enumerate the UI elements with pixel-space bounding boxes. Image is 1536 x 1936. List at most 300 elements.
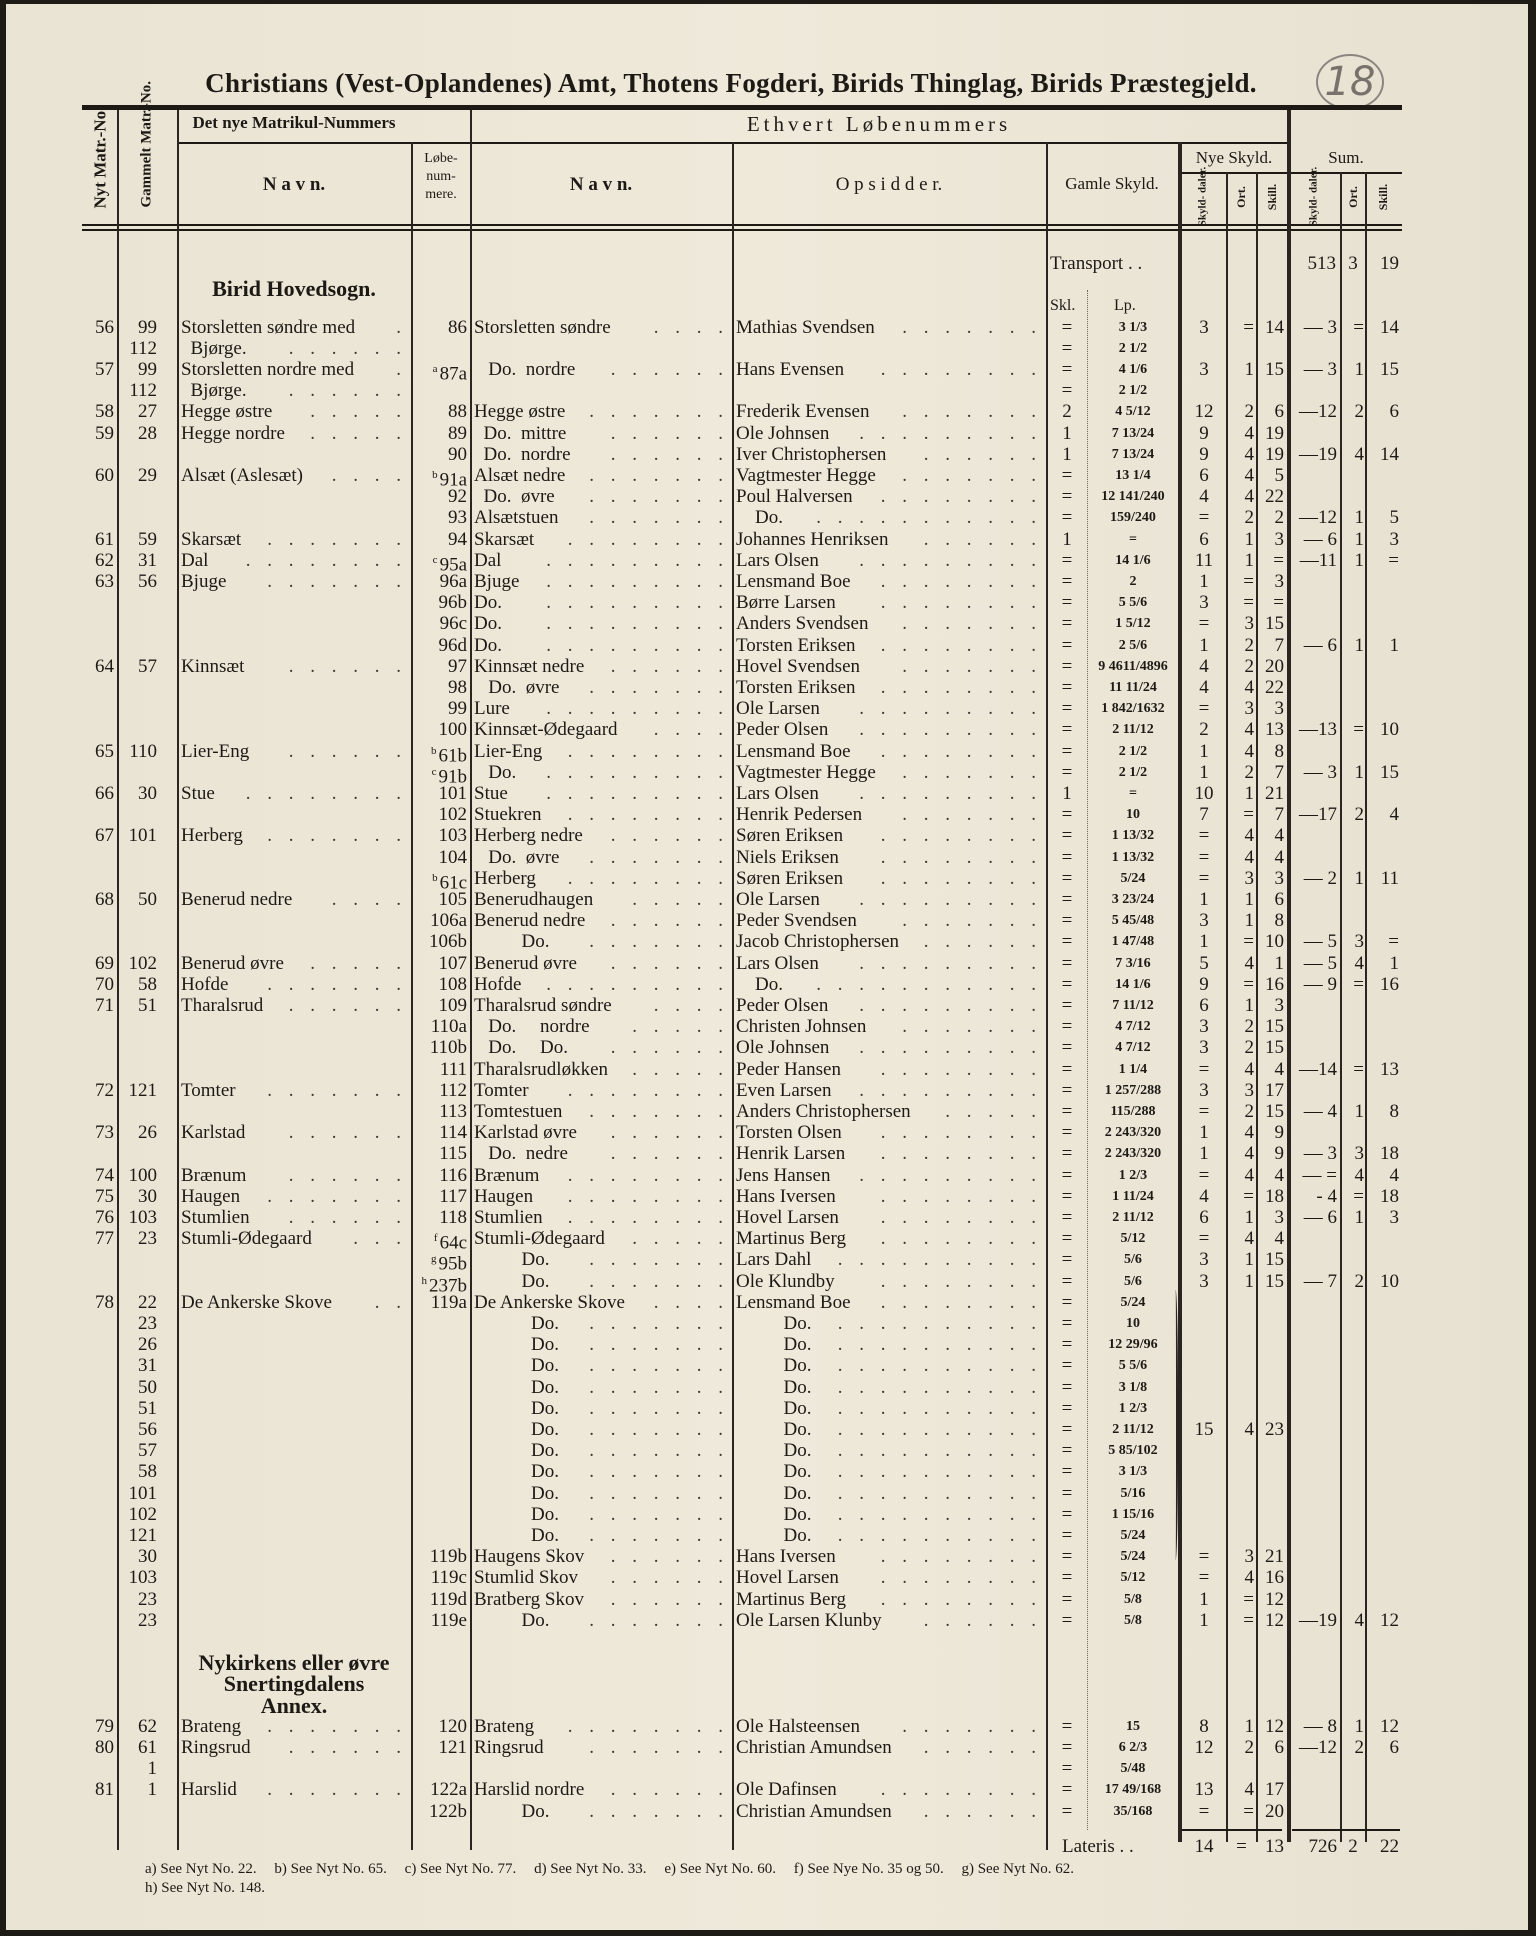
gamle-skyld-lp: 3 1/3: [1118, 1464, 1148, 1480]
dot-leader: . . . . . . .: [589, 1376, 729, 1398]
opsidder-name: Lars Olsen: [736, 952, 819, 974]
dot-leader: . . . . . . . .: [880, 571, 1042, 592]
matrikul-navn: Storsletten nordre med: [181, 359, 355, 380]
gamle-skyld-lp: 2 11/12: [1112, 1210, 1154, 1225]
gamle-skyld-lp: 10: [1126, 807, 1140, 823]
sum-skyld-daler: — 4: [1303, 1101, 1337, 1122]
dot-leader: . . . . . . . .: [245, 549, 407, 571]
gamle-skyld-skl: =: [1061, 1313, 1073, 1334]
gammelt-matr-no: 30: [138, 783, 157, 804]
lobenummer: 112: [439, 1079, 467, 1101]
opsidder-name-cell: [736, 1801, 1042, 1822]
opsidder-name-cell: [736, 974, 1042, 995]
lobenummer: 93: [448, 507, 467, 529]
nye-skyld-daler: 3: [1199, 1270, 1209, 1292]
gammelt-matr-no: 102: [128, 1503, 157, 1525]
lobenummer-navn: Do.: [474, 1503, 559, 1525]
gammelt-matr-no: 56: [138, 571, 157, 592]
table-row: [0, 847, 1536, 868]
gamle-skyld-skl: =: [1061, 1101, 1073, 1122]
matrikul-navn-cell: [181, 1186, 407, 1207]
lobenummer-navn-cell: [474, 1334, 729, 1355]
nye-skyld-skill: 15: [1265, 359, 1284, 380]
header-gammelt-matr: Gammelt Matr.-No.: [138, 81, 155, 208]
gamle-skyld-skl: =: [1061, 316, 1073, 338]
lobenummer: 102: [438, 804, 467, 826]
dot-leader: . . . . . . .: [589, 1270, 729, 1292]
nye-skyld-daler: 1: [1199, 1609, 1209, 1631]
nye-skyld-skill: 15: [1265, 1249, 1284, 1271]
lobenummer-navn: Do.: [474, 1800, 550, 1822]
lobenummer-navn-cell: [474, 1143, 729, 1164]
gamle-skyld-skl: =: [1061, 1016, 1073, 1038]
gamle-skyld-lp: 7 13/24: [1111, 446, 1155, 462]
top-thick-rule: [82, 105, 1402, 110]
lobenummer: 122b: [429, 1800, 467, 1822]
gamle-skyld-lp: 4 1/6: [1118, 362, 1148, 377]
lobenummer: $^c$ 95a: [432, 553, 467, 576]
opsidder-name: Do.: [736, 1461, 812, 1483]
opsidder-name: Torsten Olsen: [736, 1122, 842, 1144]
table-row: [0, 1567, 1536, 1588]
dot-leader: . . . . . . . .: [880, 677, 1042, 698]
nye-skyld-skill: 15: [1265, 1016, 1284, 1038]
header-gamle-skyld: Gamle Skyld.: [1065, 174, 1159, 193]
gamle-skyld-lp: 3 1/3: [1118, 319, 1148, 335]
lobenummer: 119a: [430, 1291, 467, 1313]
nye-skyld-daler: 1: [1199, 889, 1209, 910]
footnote-marker: b: [432, 469, 438, 481]
opsidder-name: Peder Olsen: [736, 719, 829, 741]
lobenummer: 108: [438, 973, 467, 995]
lobenummer-navn-cell: [474, 613, 729, 634]
nye-skyld-daler: 6: [1199, 528, 1209, 550]
opsidder-name: Lars Dahl: [736, 1249, 812, 1271]
nye-skyld-ort: 3: [1244, 613, 1254, 635]
footnote: f) See Nye No. 35 og 50.: [793, 1861, 944, 1877]
dot-leader: . . . . . . .: [589, 486, 729, 508]
dot-leader: . . . . .: [632, 1228, 729, 1250]
gammelt-matr-no: 102: [128, 952, 157, 974]
dot-leader: . . . . . . .: [902, 316, 1042, 338]
table-row: [0, 1080, 1536, 1101]
dot-leader: . . . . . .: [610, 1567, 729, 1589]
opsidder-name-cell: [736, 1589, 1042, 1610]
gamle-skyld-skl: =: [1061, 655, 1073, 677]
sum-skyld-daler: — 3: [1303, 316, 1337, 338]
matrikul-navn: Tomter: [181, 1079, 236, 1101]
lobenummer-navn-cell: [474, 1037, 729, 1058]
lobenummer-navn: Bjuge: [474, 571, 520, 592]
table-row: [0, 1801, 1536, 1822]
nye-skyld-daler: =: [1198, 1228, 1210, 1250]
dot-leader: . . . . . .: [288, 1122, 407, 1144]
table-row: [0, 613, 1536, 634]
nye-skyld-ort: 4: [1244, 1228, 1254, 1250]
matrikul-navn-cell: [181, 1737, 407, 1758]
sum-ort: 2: [1354, 1270, 1364, 1292]
matrikul-navn: Brænum: [181, 1164, 247, 1186]
dot-leader: . . . . . .: [610, 422, 729, 444]
nye-skyld-skill: 21: [1265, 1546, 1284, 1568]
nye-skyld-ort: 4: [1244, 719, 1254, 741]
table-row: [0, 931, 1536, 952]
opsidder-name: Anders Svendsen: [736, 613, 869, 635]
matrikul-navn: Brateng: [181, 1715, 242, 1737]
dot-leader: . . . . . . .: [589, 1609, 729, 1631]
gamle-skyld-skl: =: [1061, 1376, 1073, 1398]
lobenummer: $^b$ 61b: [431, 744, 467, 766]
sum-skill: 3: [1389, 528, 1399, 550]
nye-skyld-ort: 1: [1244, 783, 1254, 804]
opsidder-name: Do.: [736, 1355, 812, 1377]
nye-skyld-daler: =: [1198, 867, 1210, 889]
opsidder-name: Vagtmester Hegge: [736, 465, 876, 486]
lobenummer-navn: Stue: [474, 783, 508, 804]
dot-leader: . . . . . . . . . .: [837, 1355, 1042, 1377]
sum-skyld-daler: —19: [1299, 1609, 1337, 1631]
nye-skyld-ort: 1: [1244, 995, 1254, 1016]
lobenummer-navn-cell: [474, 1737, 729, 1758]
dot-leader: . . . . . . . . .: [546, 698, 729, 720]
lobenummer: $^b$ 91a: [432, 469, 467, 491]
lobenummer-navn-cell: [474, 1610, 729, 1631]
gamle-skyld-lp: 1 11/24: [1112, 1188, 1154, 1204]
opsidder-name-cell: [736, 1016, 1042, 1037]
lobenummer-navn: Do.: [474, 1334, 559, 1356]
dot-leader: . . . . . . . .: [880, 1058, 1042, 1080]
nye-skyld-daler: 9: [1199, 422, 1209, 444]
gamle-skyld-skl: =: [1061, 719, 1073, 741]
lobenummer: 109: [438, 995, 467, 1016]
lobenummer: 88: [448, 401, 467, 423]
lobenummer-navn: Stuekren: [474, 804, 542, 826]
sum-skill: 10: [1380, 719, 1399, 741]
header-ort: Ort.: [1234, 186, 1248, 208]
lobenummer-navn-cell: [474, 1122, 729, 1143]
gamle-skyld-lp: 1 47/48: [1111, 934, 1155, 950]
nye-skyld-skill: 20: [1265, 1800, 1284, 1822]
nye-skyld-daler: 12: [1194, 1737, 1214, 1758]
table-row: [0, 380, 1536, 401]
header-bottom-rule-2: [82, 229, 1402, 231]
sum-ort: 1: [1354, 528, 1364, 550]
sum-ort: 4: [1354, 952, 1364, 974]
lobenummer-navn-cell: [474, 401, 729, 422]
nye-skyld-daler: 6: [1199, 465, 1209, 486]
table-row: [0, 889, 1536, 910]
matrikul-navn: Bjørge.: [181, 337, 247, 359]
matrikul-navn: Bjuge: [181, 571, 227, 592]
opsidder-name: Ole Klundby: [736, 1270, 835, 1292]
lobenummer: 92: [448, 486, 467, 508]
nye-skyld-daler: 1: [1199, 1122, 1209, 1144]
lateris-nye-skill: 13: [1265, 1836, 1284, 1857]
table-row: [0, 1334, 1536, 1355]
nye-skyld-daler: 10: [1194, 783, 1214, 804]
opsidder-name: Jens Hansen: [736, 1164, 831, 1186]
footnote: c) See Nyt No. 77.: [404, 1861, 517, 1877]
nye-skyld-skill: 6: [1274, 889, 1284, 910]
footnote-marker: c: [432, 553, 438, 566]
gamle-skyld-lp: =: [1129, 786, 1137, 801]
opsidder-name: Lensmand Boe: [736, 571, 851, 592]
opsidder-name-cell: [736, 889, 1042, 910]
matrikul-navn-cell: [181, 1779, 407, 1800]
dot-leader: . . . . . . . . .: [546, 592, 729, 614]
nye-skyld-daler: 1: [1199, 571, 1209, 592]
dot-leader: . . . . . . . . .: [859, 889, 1042, 910]
table-row: [0, 1249, 1536, 1275]
lobenummer-navn-cell: [474, 719, 729, 740]
matrikul-navn: Haugen: [181, 1185, 241, 1207]
matrikul-navn-cell: [181, 1228, 407, 1249]
nye-skyld-daler: =: [1198, 1546, 1210, 1568]
gamle-skyld-lp: 3 1/8: [1118, 1379, 1148, 1395]
nye-skyld-daler: =: [1198, 613, 1210, 635]
dot-leader: . . . . . . . . . .: [837, 1419, 1042, 1440]
nye-skyld-ort: 4: [1244, 677, 1254, 698]
gamle-skyld-lp: 7 3/16: [1115, 955, 1151, 971]
sum-ort: 3: [1354, 931, 1364, 953]
gamle-skyld-skl: =: [1061, 910, 1073, 932]
gamle-skyld-skl: =: [1061, 1525, 1073, 1546]
lobenummer-navn-cell: [474, 1525, 729, 1546]
gamle-skyld-lp: 5/24: [1120, 1528, 1146, 1543]
section-heading: Birid Hovedsogn.: [212, 276, 376, 302]
lobenummer-navn: Skarsæt: [474, 528, 535, 550]
lobenummer-navn: Do. Do.: [474, 1037, 568, 1059]
nyt-matr-no: 80: [95, 1737, 114, 1758]
dot-leader: . . . . . . . .: [567, 867, 729, 889]
opsidder-name-cell: [736, 465, 1042, 486]
dot-leader: . . . . . . . . . .: [837, 1313, 1042, 1334]
lobenummer-navn-cell: [474, 317, 729, 338]
table-row: [0, 1037, 1536, 1058]
dot-leader: . . . . . . . .: [880, 1207, 1042, 1228]
gamle-skyld-skl: =: [1061, 952, 1073, 974]
gammelt-matr-no: 57: [138, 655, 157, 677]
sum-ort: 3: [1354, 1143, 1364, 1165]
opsidder-name: Do.: [736, 1503, 812, 1525]
dot-leader: . . . . . . .: [589, 1249, 729, 1271]
header-sum-skill: Skill.: [1376, 183, 1390, 211]
gamle-skyld-lp: 12 29/96: [1108, 1337, 1158, 1353]
lobenummer-navn-cell: [474, 741, 729, 762]
nye-skyld-skill: 13: [1265, 719, 1284, 741]
nye-skyld-ort: 4: [1244, 740, 1254, 762]
gammelt-matr-no: 99: [138, 316, 157, 338]
footnote-marker: h: [421, 1274, 427, 1287]
gamle-skyld-skl: =: [1061, 571, 1073, 592]
matrikul-navn-cell: [181, 465, 407, 486]
lobenummer: 111: [439, 1058, 467, 1080]
opsidder-name-cell: [736, 1779, 1042, 1800]
lobenummer: 94: [448, 528, 467, 550]
lobenummer-navn-cell: [474, 656, 729, 677]
lobenummer: 119b: [429, 1546, 467, 1568]
gamle-skyld-lp: 2: [1129, 574, 1137, 589]
nye-skyld-ort: 4: [1244, 1164, 1254, 1186]
opsidder-name: Lars Olsen: [736, 783, 819, 804]
opsidder-name-cell: [736, 1398, 1042, 1419]
dot-leader: . . . . . . .: [589, 1800, 729, 1822]
opsidder-name: Søren Eriksen: [736, 825, 844, 847]
lobenummer-navn-cell: [474, 868, 729, 889]
nye-skyld-daler: 3: [1199, 316, 1209, 338]
table-row: [0, 549, 1536, 576]
sum-skyld-daler: — =: [1302, 1164, 1337, 1186]
nye-skyld-daler: 4: [1199, 486, 1209, 508]
nye-skyld-ort: 2: [1244, 634, 1254, 656]
nyt-matr-no: 56: [95, 316, 114, 338]
nye-skyld-skill: =: [1273, 592, 1284, 614]
lobenummer: 110b: [429, 1037, 467, 1059]
opsidder-name-cell: [736, 635, 1042, 656]
gamle-skyld-lp: 1 257/288: [1104, 1082, 1162, 1098]
lateris-label: Lateris . .: [1062, 1836, 1134, 1857]
table-row: [0, 486, 1536, 507]
dot-leader: . . . . . . . .: [880, 1546, 1042, 1568]
sum-skyld-daler: —17: [1299, 804, 1337, 826]
gamle-skyld-skl: =: [1061, 1228, 1073, 1250]
lobenummer-navn-cell: [474, 1059, 729, 1080]
nye-skyld-daler: 15: [1194, 1419, 1214, 1440]
lobenummer-navn: Do. øvre: [474, 677, 560, 698]
lobenummer-navn-cell: [474, 1546, 729, 1567]
page-title: Christians (Vest-Oplandenes) Amt, Thotens Fogderi, Birids Thinglag, Birids Præstegjeld.: [205, 68, 1257, 98]
dot-leader: . . . . .: [310, 952, 407, 974]
dot-leader: . . . . .: [310, 422, 407, 444]
nye-skyld-daler: =: [1198, 1101, 1210, 1122]
dot-leader: . . . . . . . .: [880, 867, 1042, 889]
sum-skill: 14: [1380, 316, 1399, 338]
opsidder-name-cell: [736, 995, 1042, 1016]
sum-skyld-daler: —12: [1299, 507, 1337, 529]
opsidder-name-cell: [736, 1313, 1042, 1334]
lateris-sum-skyld: 726: [1308, 1836, 1337, 1857]
dot-leader: . . . . . .: [288, 1737, 407, 1758]
opsidder-name-cell: [736, 486, 1042, 507]
nye-skyld-ort: 1: [1244, 1207, 1254, 1228]
lobenummer-navn-cell: [474, 1228, 729, 1249]
gamle-skyld-skl: =: [1061, 613, 1073, 635]
dot-leader: . . . . . . . . .: [859, 1164, 1042, 1186]
sum-skill: 18: [1380, 1143, 1399, 1165]
lobenummer-navn-cell: [474, 953, 729, 974]
gamle-skyld-skl: =: [1061, 634, 1073, 656]
opsidder-name-cell: [736, 423, 1042, 444]
lobenummer-navn: Do.: [474, 1440, 559, 1462]
opsidder-name: Mathias Svendsen: [736, 316, 875, 338]
nye-skyld-daler: 4: [1199, 1185, 1209, 1207]
lobenummer: 121: [438, 1737, 467, 1758]
lobenummer-navn-cell: [474, 910, 729, 931]
dot-leader: . . . . . . . . .: [546, 613, 729, 635]
dot-leader: . . .: [353, 1228, 407, 1250]
gamle-skyld-lp: =: [1129, 531, 1137, 547]
nye-skyld-skill: 14: [1265, 316, 1284, 338]
sum-ort: 2: [1354, 804, 1364, 826]
gamle-skyld-lp: 1 15/16: [1111, 1506, 1155, 1522]
opsidder-name: Iver Christophersen: [736, 443, 887, 465]
lobenummer-navn-cell: [474, 1398, 729, 1419]
opsidder-name: Hans Iversen: [736, 1185, 836, 1207]
header-opsidder: O p s i d d e r.: [835, 174, 943, 195]
dot-leader: . . . .: [653, 719, 729, 741]
lobenummer-navn-cell: [474, 931, 729, 952]
opsidder-name: Do.: [736, 973, 783, 995]
header-det-nye: Det nye Matrikul-Nummers: [192, 113, 396, 132]
opsidder-name-cell: [736, 529, 1042, 550]
nye-skyld-ort: 1: [1244, 1249, 1254, 1271]
matrikul-navn-cell: [181, 783, 407, 804]
nyt-matr-no: 57: [95, 359, 114, 380]
table-row: [0, 592, 1536, 613]
dot-leader: . . . . . .: [610, 1122, 729, 1144]
gamle-skyld-lp: 2 1/2: [1118, 340, 1148, 356]
lobenummer: 96d: [438, 634, 467, 656]
opsidder-name-cell: [736, 1355, 1042, 1376]
dot-leader: . . . . . . .: [589, 507, 729, 529]
opsidder-name-cell: [736, 1186, 1042, 1207]
nyt-matr-no: 74: [95, 1164, 114, 1186]
dot-leader: . . . . . . . .: [880, 1143, 1042, 1165]
table-row: [0, 423, 1536, 444]
lobenummer-navn-cell: [474, 1801, 729, 1822]
opsidder-name-cell: [736, 1377, 1042, 1398]
gammelt-matr-no: 58: [138, 973, 157, 995]
gamle-skyld-skl: =: [1061, 1397, 1073, 1419]
lobenummer-navn-cell: [474, 550, 729, 571]
dot-leader: . . . . . . . .: [880, 1228, 1042, 1250]
lobenummer-navn-cell: [474, 465, 729, 486]
lobenummer: 119e: [430, 1609, 467, 1631]
lobenummer: 96c: [439, 613, 467, 635]
sum-skyld-daler: — 3: [1303, 1143, 1337, 1165]
dot-leader: . . . . . .: [923, 931, 1042, 953]
header-sum-ort: Ort.: [1346, 186, 1360, 208]
gammelt-matr-no: 100: [128, 1164, 157, 1186]
header-nyt-matr: Nyt Matr.-No.: [90, 106, 110, 209]
dot-leader: . . . . .: [945, 1101, 1042, 1122]
gamle-skyld-lp: 4 7/12: [1115, 1019, 1151, 1035]
nye-skyld-daler: 11: [1194, 549, 1214, 571]
sum-skill: 1: [1389, 952, 1399, 974]
matrikul-navn-cell: [181, 656, 407, 677]
opsidder-name: Henrik Larsen: [736, 1143, 846, 1165]
dot-leader: . . . . . . . . .: [546, 549, 729, 571]
dot-leader: . . . . . .: [288, 995, 407, 1016]
table-row: [0, 740, 1536, 766]
sum-ort: 1: [1354, 761, 1364, 783]
lobenummer-navn-cell: [474, 847, 729, 868]
dot-leader: . . . . . . .: [902, 761, 1042, 783]
opsidder-name-cell: [736, 868, 1042, 889]
nyt-matr-no: 79: [95, 1715, 114, 1737]
nye-skyld-daler: =: [1198, 1058, 1210, 1080]
lobenummer: 119d: [429, 1588, 467, 1610]
gammelt-matr-no: 103: [128, 1567, 157, 1589]
nye-skyld-ort: 1: [1244, 889, 1254, 910]
gamle-skyld-skl: =: [1061, 1758, 1073, 1780]
header-lobenummere: Løbe- num- mere.: [424, 151, 458, 202]
gammelt-matr-no: 99: [138, 359, 157, 380]
table-row: [0, 1589, 1536, 1610]
nye-skyld-daler: 2: [1199, 719, 1209, 741]
opsidder-name: Christian Amundsen: [736, 1800, 892, 1822]
opsidder-name-cell: [736, 1610, 1042, 1631]
